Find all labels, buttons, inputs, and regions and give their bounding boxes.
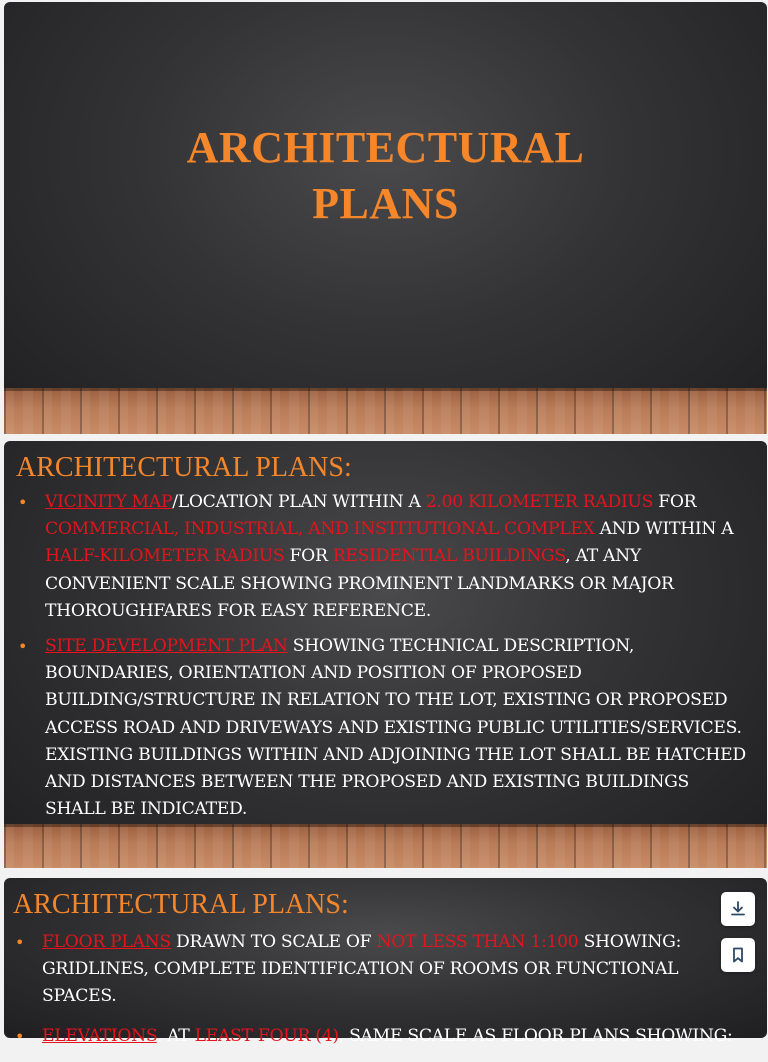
slide-heading: ARCHITECTURAL PLANS:	[16, 452, 352, 483]
slide-heading: ARCHITECTURAL PLANS:	[13, 889, 349, 920]
highlight-text: RESIDENTIAL BUILDINGS	[332, 546, 566, 567]
bullet-text: FOR	[284, 546, 333, 567]
bookmark-button[interactable]	[721, 938, 755, 972]
bullet-site-development-plan	[16, 633, 753, 823]
highlight-text: 2.00 KILOMETER RADIUS	[425, 492, 654, 512]
bullet-dot: •	[18, 493, 28, 512]
wood-floor	[4, 824, 767, 868]
highlight-text: FLOOR PLANS	[42, 932, 171, 952]
slide-title-text	[4, 120, 767, 232]
slide-architectural-plans-1	[4, 441, 767, 868]
title-line-2: PLANS	[312, 179, 459, 228]
download-icon	[728, 899, 748, 919]
bullet-text: DRAWN TO SCALE OF	[170, 932, 377, 952]
bullet-dot: •	[15, 933, 25, 952]
highlight-text: SITE DEVELOPMENT PLAN	[45, 636, 288, 657]
highlight-text: LEAST FOUR (4)	[194, 1025, 339, 1046]
slide-architectural-plans-2	[4, 878, 767, 1046]
bullet-text: AND WITHIN A	[594, 519, 734, 540]
bullet-list	[13, 929, 753, 1062]
highlight-text: VICINITY MAP	[45, 492, 173, 512]
download-button[interactable]	[721, 892, 755, 926]
bullet-dot: •	[15, 1026, 25, 1046]
wood-floor	[4, 388, 767, 434]
highlight-text: HALF-KILOMETER RADIUS	[45, 546, 285, 567]
bullet-vicinity-map	[16, 489, 753, 625]
bullet-list	[16, 489, 753, 831]
bullet-text: FOR	[653, 492, 697, 512]
slide-title	[4, 2, 767, 434]
highlight-text: ELEVATIONS	[42, 1025, 157, 1046]
bullet-text: SHOWING TECHNICAL DESCRIPTION, BOUNDARIES, ORIENTATION AND POSITION OF PROPOSED BUILDING/STRUCTURE IN RELATION TO THE LOT, EXISTING OR PROPOSED ACCESS ROAD AND DRIVEWAYS AND EXISTING PUBLIC UTILITIES/SERVICES. EXISTING BUILDINGS WITHIN AND ADJOINING THE LOT SHALL BE HATCHED AND DISTANCES BETWEEN THE PROPOSED AND EXISTING BUILDINGS SHALL BE INDICATED.	[45, 636, 746, 820]
bullet-text: /LOCATION PLAN WITHIN A	[172, 492, 426, 512]
bullet-text: , AT	[156, 1025, 195, 1046]
bookmark-icon	[728, 945, 748, 965]
bullet-floor-plans	[13, 929, 753, 1011]
title-line-1: ARCHITECTURAL	[186, 123, 585, 172]
bullet-elevations	[13, 1023, 753, 1050]
highlight-text: NOT LESS THAN 1:100	[376, 932, 579, 952]
bullet-text: , SAME SCALE AS FLOOR PLANS SHOWING:	[338, 1025, 733, 1046]
bullet-text: SHOWING: GRIDLINES, COMPLETE IDENTIFICATION OF ROOMS OR FUNCTIONAL SPACES.	[42, 932, 682, 1007]
bullet-dot: •	[18, 637, 28, 657]
bullet-text: , AT ANY CONVENIENT SCALE SHOWING PROMINENT LANDMARKS OR MAJOR THOROUGHFARES FOR EASY REFERENCE.	[45, 546, 674, 621]
highlight-text: COMMERCIAL, INDUSTRIAL, AND INSTITUTIONAL COMPLEX	[45, 519, 595, 540]
